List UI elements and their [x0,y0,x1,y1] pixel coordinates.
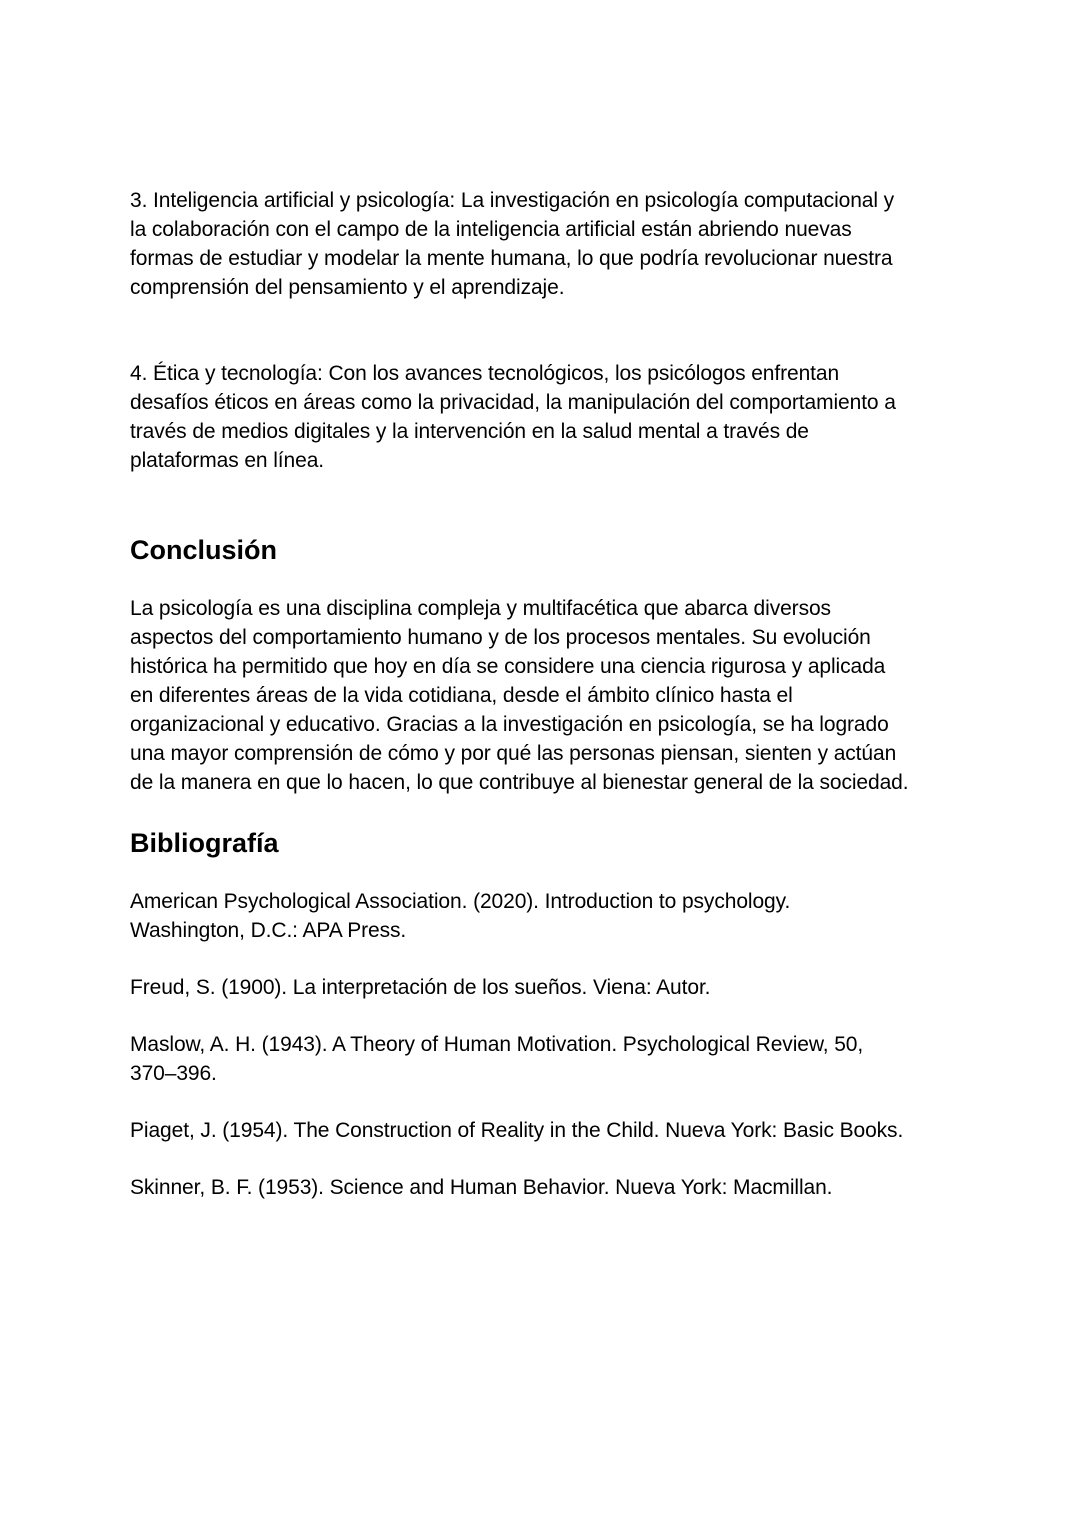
bibliography-entry: Freud, S. (1900). La interpretación de los sueños. Viena: Autor. [130,976,711,999]
conclusion-paragraph: La psicología es una disciplina compleja y multifacética que abarca diversos aspectos del comportamiento humano y de los procesos mentales. Su evolución histórica ha permitido que hoy en día se considere una ciencia rigurosa y aplicada en diferentes áreas de la vida cotidiana, desde el ámbito clínico hasta el organizacional y educativo. Gracias a la investigación en psicología, se ha logrado una mayor comprensión de cómo y por qué las personas piensan, sienten y actúan de la manera en que lo hacen, lo que contribuye al bienestar general de la sociedad. [130,597,909,794]
document-content [130,186,960,1202]
bibliography-entry: Skinner, B. F. (1953). Science and Human Behavior. Nueva York: Macmillan. [130,1176,833,1199]
conclusion-heading: Conclusión [130,535,277,565]
list-item-3: 3. Inteligencia artificial y psicología: La investigación en psicología computacional y la colaboración con el campo de la inteligencia artificial están abriendo nuevas formas de estudiar y modelar la mente humana, lo que podría revolucionar nuestra comprensión del pensamiento y el aprendizaje. [130,189,895,299]
bibliography-entry: Piaget, J. (1954). The Construction of Reality in the Child. Nueva York: Basic Books. [130,1119,904,1142]
list-item-4: 4. Ética y tecnología: Con los avances tecnológicos, los psicólogos enfrentan desafíos éticos en áreas como la privacidad, la manipulación del comportamiento a través de medios digitales y la intervención en la salud mental a través de plataformas en línea. [130,362,896,472]
bibliography-entry: Maslow, A. H. (1943). A Theory of Human Motivation. Psychological Review, 50, 370–396. [130,1033,864,1085]
bibliography-heading: Bibliografía [130,828,279,858]
bibliography-entry: American Psychological Association. (2020). Introduction to psychology. Washington, D.C.: APA Press. [130,890,791,942]
